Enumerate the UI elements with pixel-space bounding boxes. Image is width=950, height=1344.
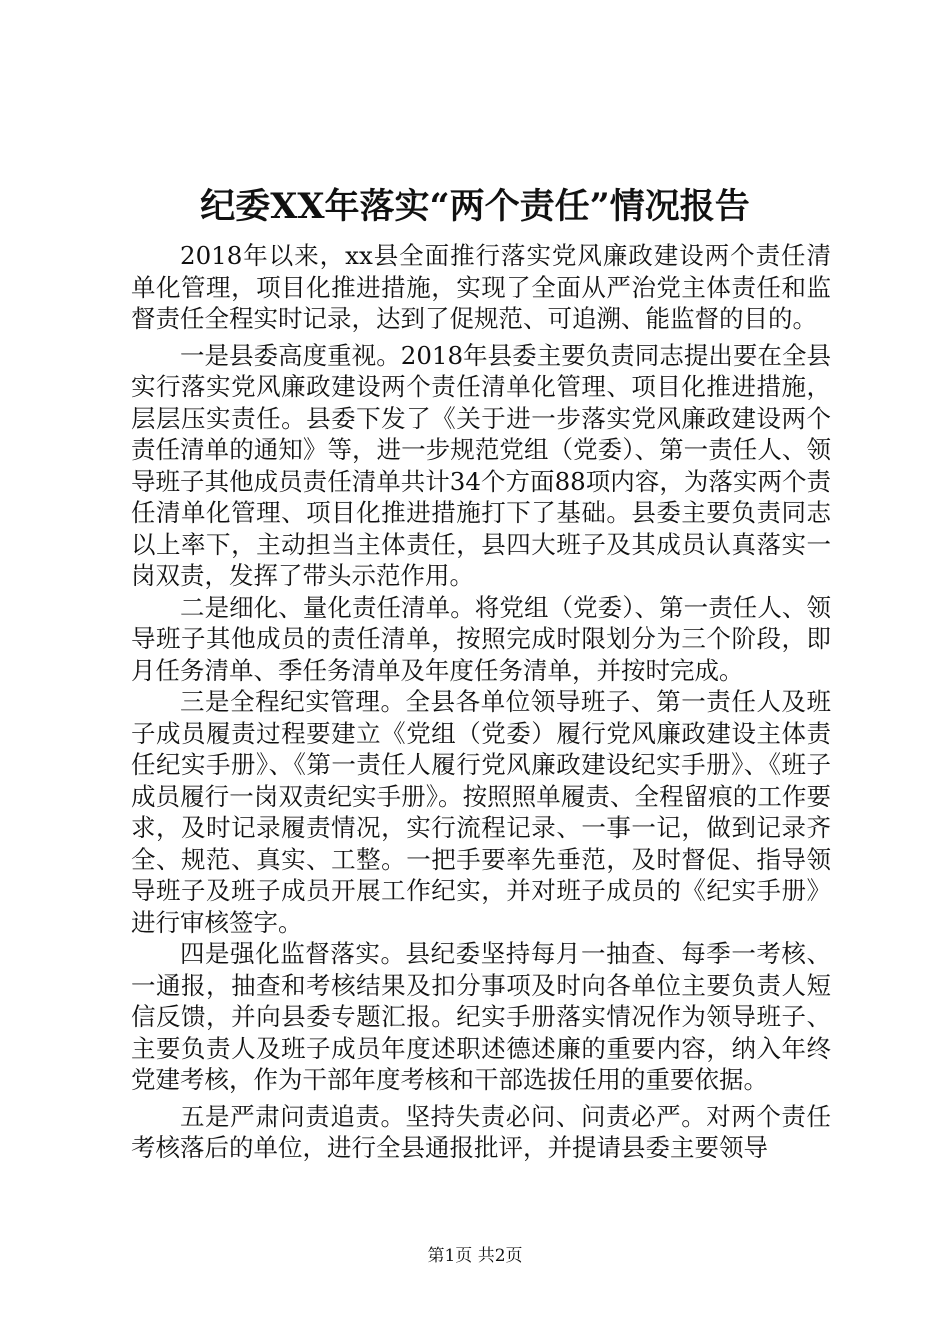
paragraph-2: 二是细化、量化责任清单。将党组（党委）、第一责任人、领导班子其他成员的责任清单，按照完成时限划分为三个阶段，即月任务清单、季任务清单及年度任务清单，并按时完成。 — [131, 592, 831, 685]
page-number-footer: 第1页 共2页 — [427, 1246, 523, 1266]
paragraph-3: 三是全程纪实管理。全县各单位领导班子、第一责任人及班子成员履责过程要建立《党组（党委）履行党风廉政建设主体责任纪实手册》、《第一责任人履行党风廉政建设纪实手册》、《班子成员履行一岗双责纪实手册》。按照照单履责、全程留痕的工作要求，及时记录履责情况，实行流程记录、一事一记，做到记录齐全、规范、真实、工整。一把手要率先垂范，及时督促、指导领导班子及班子成员开展工作纪实，并对班子成员的《纪实手册》进行审核签字。 — [131, 687, 831, 937]
paragraph-1: 一是县委高度重视。2018年县委主要负责同志提出要在全县实行落实党风廉政建设两个责任清单化管理、项目化推进措施，层层压实责任。县委下发了《关于进一步落实党风廉政建设两个责任清单的通知》等，进一步规范党组（党委）、第一责任人、领导班子其他成员责任清单共计34个方面88项内容，为落实两个责任清单化管理、项目化推进措施打下了基础。县委主要负责同志以上率下，主动担当主体责任，县四大班子及其成员认真落实一岗双责，发挥了带头示范作用。 — [131, 340, 831, 590]
paragraph-intro: 2018年以来，xx县全面推行落实党风廉政建设两个责任清单化管理，项目化推进措施，实现了全面从严治党主体责任和监督责任全程实时记录，达到了促规范、可追溯、能监督的目的。 — [131, 241, 831, 333]
document-body — [131, 240, 831, 1164]
paragraph-4: 四是强化监督落实。县纪委坚持每月一抽查、每季一考核、一通报，抽查和考核结果及扣分事项及时向各单位主要负责人短信反馈，并向县委专题汇报。纪实手册落实情况作为领导班子、主要负责人及班子成员年度述职述德述廉的重要内容，纳入年终党建考核，作为干部年度考核和干部选拔任用的重要依据。 — [131, 939, 831, 1094]
page-title: 纪委XX年落实“两个责任”情况报告 — [200, 186, 750, 227]
paragraph-5: 五是严肃问责追责。坚持失责必问、问责必严。对两个责任考核落后的单位，进行全县通报批评，并提请县委主要领导 — [131, 1101, 831, 1162]
